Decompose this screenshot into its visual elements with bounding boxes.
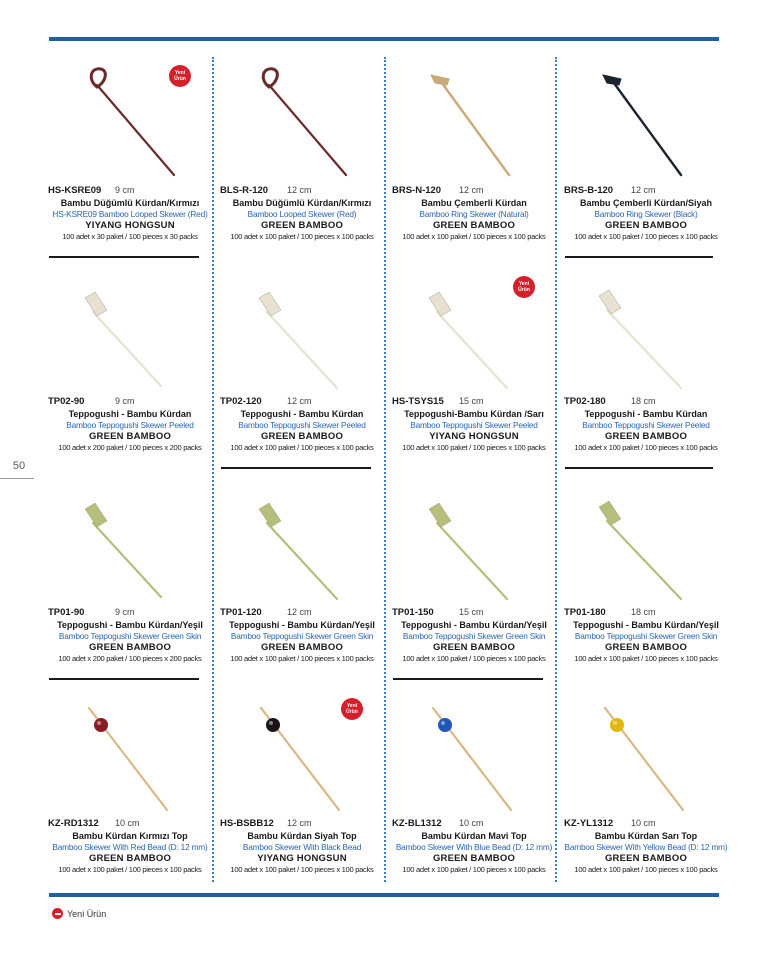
product-brand: YIYANG HONGSUN xyxy=(85,220,175,231)
product-packaging: 100 adet x 100 paket / 100 pieces x 100 packs xyxy=(402,865,546,874)
product-card xyxy=(219,268,385,468)
new-product-icon xyxy=(52,908,63,919)
product-size: 12 cm xyxy=(287,185,312,195)
product-name-tr: Teppogushi - Bambu Kürdan/Yeşil xyxy=(57,620,203,630)
new-badge-icon: Yeni Ürün xyxy=(513,276,535,298)
bead-highlight xyxy=(269,721,273,725)
product-packaging: 100 adet x 100 paket / 100 pieces x 100 packs xyxy=(230,443,374,452)
product-card xyxy=(219,690,385,890)
bottom-rule xyxy=(49,893,719,897)
product-name-en: Bamboo Teppogushi Skewer Peeled xyxy=(582,420,710,430)
product-card xyxy=(219,479,385,679)
skewer-paddle xyxy=(85,503,107,527)
skewer-stick xyxy=(93,523,161,597)
product-name-en: Bamboo Teppogushi Skewer Peeled xyxy=(66,420,194,430)
skewer-paddle xyxy=(429,292,451,316)
product-code: HS-KSRE09 xyxy=(48,185,102,196)
product-card xyxy=(563,690,729,890)
skewer-bead xyxy=(94,718,108,732)
product-name-tr: Bambu Kürdan Kırmızı Top xyxy=(72,831,188,841)
skewer-stick xyxy=(439,79,509,175)
skewer-paddle xyxy=(599,290,621,314)
product-image xyxy=(391,57,557,187)
product-info xyxy=(219,185,385,241)
product-name-en: Bamboo Skewer With Black Bead xyxy=(242,842,362,852)
product-name-tr: Teppogushi-Bambu Kürdan /Sarı xyxy=(404,409,544,419)
product-card xyxy=(391,268,557,468)
product-image xyxy=(219,57,385,187)
product-image xyxy=(219,479,385,609)
product-code: TP01-120 xyxy=(220,607,262,618)
product-size: 12 cm xyxy=(631,185,656,195)
product-name-en: Bamboo Teppogushi Skewer Green Skin xyxy=(230,631,374,641)
page-number-rule xyxy=(0,478,34,479)
product-name-en: Bamboo Teppogushi Skewer Green Skin xyxy=(402,631,546,641)
page-number: 50 xyxy=(12,460,26,472)
product-code: KZ-YL1312 xyxy=(564,818,614,829)
product-info xyxy=(219,607,385,663)
product-size: 15 cm xyxy=(459,607,484,617)
product-brand: GREEN BAMBOO xyxy=(604,431,688,442)
new-product-legend xyxy=(52,908,106,919)
product-image xyxy=(563,57,729,187)
product-card xyxy=(47,57,213,257)
product-name-en: Bamboo Teppogushi Skewer Peeled xyxy=(410,420,538,430)
product-card xyxy=(47,268,213,468)
product-card xyxy=(563,57,729,257)
product-info xyxy=(391,607,557,663)
skewer-loop xyxy=(263,69,277,87)
product-packaging: 100 adet x 200 paket / 100 pieces x 200 packs xyxy=(58,654,202,663)
product-brand: GREEN BAMBOO xyxy=(604,853,688,864)
product-packaging: 100 adet x 100 paket / 100 pieces x 100 packs xyxy=(230,654,374,663)
product-packaging: 100 adet x 100 paket / 100 pieces x 100 packs xyxy=(402,654,546,663)
skewer-stick xyxy=(267,523,337,599)
product-image xyxy=(563,479,729,609)
product-name-tr: Bambu Kürdan Siyah Top xyxy=(247,831,357,841)
skewer-loop xyxy=(91,69,105,87)
skewer-stick xyxy=(437,523,507,599)
product-card xyxy=(47,690,213,890)
product-card xyxy=(391,690,557,890)
product-name-en: Bamboo Skewer With Yellow Bead (D: 12 mm) xyxy=(564,842,728,852)
product-code: HS-TSYS15 xyxy=(392,396,444,407)
product-name-tr: Teppogushi - Bambu Kürdan/Yeşil xyxy=(573,620,719,630)
product-code: TP02-120 xyxy=(220,396,262,407)
skewer-bead xyxy=(266,718,280,732)
product-packaging: 100 adet x 100 paket / 100 pieces x 100 packs xyxy=(230,865,374,874)
product-size: 12 cm xyxy=(287,607,312,617)
product-code: TP01-150 xyxy=(392,607,434,618)
skewer-stick xyxy=(267,312,337,388)
product-packaging: 100 adet x 100 paket / 100 pieces x 100 packs xyxy=(574,865,718,874)
legend-label: Yeni Ürün xyxy=(67,908,107,919)
product-name-tr: Bambu Kürdan Mavi Top xyxy=(421,831,527,841)
product-image xyxy=(47,268,213,398)
product-brand: GREEN BAMBOO xyxy=(260,220,344,231)
product-image xyxy=(563,690,729,820)
product-name-en: Bamboo Skewer With Red Bead (D: 12 mm) xyxy=(52,842,208,852)
skewer-bead xyxy=(610,718,624,732)
product-code: TP01-180 xyxy=(564,607,606,618)
skewer-ring xyxy=(431,75,449,85)
product-name-tr: Bambu Düğümlü Kürdan/Kırmızı xyxy=(232,198,372,208)
product-name-tr: Teppogushi - Bambu Kürdan xyxy=(240,409,364,419)
product-name-tr: Teppogushi - Bambu Kürdan/Yeşil xyxy=(401,620,547,630)
product-info xyxy=(219,818,385,874)
product-size: 18 cm xyxy=(631,607,656,617)
product-name-tr: Bambu Çemberli Kürdan xyxy=(421,198,527,208)
product-info xyxy=(391,185,557,241)
product-code: KZ-RD1312 xyxy=(48,818,99,829)
product-size: 9 cm xyxy=(115,607,135,617)
product-code: BLS-R-120 xyxy=(220,185,269,196)
product-info xyxy=(47,818,213,874)
product-info xyxy=(47,185,213,241)
product-image xyxy=(391,690,557,820)
product-image xyxy=(219,268,385,398)
product-brand: YIYANG HONGSUN xyxy=(429,431,519,442)
product-packaging: 100 adet x 100 paket / 100 pieces x 100 packs xyxy=(574,443,718,452)
product-info xyxy=(47,396,213,452)
product-info xyxy=(391,818,557,874)
product-image xyxy=(47,690,213,820)
product-code: TP02-90 xyxy=(48,396,85,407)
product-packaging: 100 adet x 100 paket / 100 pieces x 100 packs xyxy=(58,865,202,874)
product-name-tr: Teppogushi - Bambu Kürdan xyxy=(68,409,192,419)
product-card xyxy=(219,57,385,257)
product-brand: GREEN BAMBOO xyxy=(604,220,688,231)
product-name-tr: Bambu Çemberli Kürdan/Siyah xyxy=(579,198,713,208)
product-size: 9 cm xyxy=(115,396,135,406)
product-name-en: HS-KSRE09 Bamboo Looped Skewer (Red) xyxy=(52,209,208,219)
product-packaging: 100 adet x 100 paket / 100 pieces x 100 packs xyxy=(574,232,718,241)
product-code: TP01-90 xyxy=(48,607,85,618)
product-name-en: Bamboo Teppogushi Skewer Green Skin xyxy=(58,631,202,641)
product-size: 10 cm xyxy=(115,818,140,828)
product-card xyxy=(391,57,557,257)
product-name-tr: Bambu Düğümlü Kürdan/Kırmızı xyxy=(60,198,200,208)
product-code: HS-BSBB12 xyxy=(220,818,274,829)
bead-highlight xyxy=(97,721,101,725)
product-code: BRS-N-120 xyxy=(392,185,442,196)
product-name-tr: Bambu Kürdan Sarı Top xyxy=(594,831,698,841)
bead-highlight xyxy=(441,721,445,725)
new-badge-icon: Yeni Ürün xyxy=(341,698,363,720)
skewer-stick xyxy=(93,312,161,386)
product-size: 12 cm xyxy=(287,396,312,406)
product-info xyxy=(47,607,213,663)
product-info xyxy=(391,396,557,452)
skewer-ring xyxy=(603,75,621,85)
product-image xyxy=(47,479,213,609)
product-size: 9 cm xyxy=(115,185,135,195)
skewer-stick xyxy=(437,312,507,388)
product-image xyxy=(563,268,729,398)
product-brand: GREEN BAMBOO xyxy=(88,431,172,442)
product-size: 18 cm xyxy=(631,396,656,406)
product-info xyxy=(563,607,729,663)
product-packaging: 100 adet x 100 paket / 100 pieces x 100 packs xyxy=(402,232,546,241)
product-size: 10 cm xyxy=(631,818,656,828)
top-rule xyxy=(49,37,719,41)
product-info xyxy=(219,396,385,452)
product-brand: GREEN BAMBOO xyxy=(432,642,516,653)
new-badge-icon: Yeni Ürün xyxy=(169,65,191,87)
skewer-stick xyxy=(97,85,174,175)
product-card xyxy=(563,479,729,679)
product-packaging: 100 adet x 100 paket / 100 pieces x 100 packs xyxy=(402,443,546,452)
product-name-en: Bamboo Ring Skewer (Black) xyxy=(594,209,698,219)
product-size: 10 cm xyxy=(459,818,484,828)
product-brand: GREEN BAMBOO xyxy=(260,431,344,442)
product-name-en: Bamboo Teppogushi Skewer Peeled xyxy=(238,420,366,430)
product-name-tr: Teppogushi - Bambu Kürdan/Yeşil xyxy=(229,620,375,630)
product-name-en: Bamboo Teppogushi Skewer Green Skin xyxy=(574,631,718,641)
skewer-bead xyxy=(438,718,452,732)
product-brand: GREEN BAMBOO xyxy=(88,853,172,864)
product-card xyxy=(47,479,213,679)
product-info xyxy=(563,185,729,241)
product-card xyxy=(391,479,557,679)
product-code: KZ-BL1312 xyxy=(392,818,442,829)
skewer-paddle xyxy=(429,503,451,527)
skewer-paddle xyxy=(259,292,281,316)
product-packaging: 100 adet x 200 paket / 100 pieces x 200 packs xyxy=(58,443,202,452)
product-name-tr: Teppogushi - Bambu Kürdan xyxy=(584,409,708,419)
product-brand: GREEN BAMBOO xyxy=(432,853,516,864)
skewer-stick xyxy=(611,79,681,175)
product-brand: GREEN BAMBOO xyxy=(604,642,688,653)
product-name-en: Bamboo Ring Skewer (Natural) xyxy=(419,209,529,219)
skewer-stick xyxy=(269,85,346,175)
product-info xyxy=(563,818,729,874)
product-name-en: Bamboo Looped Skewer (Red) xyxy=(247,209,357,219)
product-brand: GREEN BAMBOO xyxy=(260,642,344,653)
skewer-paddle xyxy=(85,292,107,316)
product-brand: GREEN BAMBOO xyxy=(432,220,516,231)
product-size: 12 cm xyxy=(287,818,312,828)
product-packaging: 100 adet x 100 paket / 100 pieces x 100 packs xyxy=(230,232,374,241)
product-brand: YIYANG HONGSUN xyxy=(257,853,347,864)
product-name-en: Bamboo Skewer With Blue Bead (D: 12 mm) xyxy=(395,842,553,852)
product-brand: GREEN BAMBOO xyxy=(88,642,172,653)
skewer-paddle xyxy=(259,503,281,527)
product-card xyxy=(563,268,729,468)
skewer-paddle xyxy=(599,501,621,525)
skewer-stick xyxy=(607,521,681,599)
skewer-stick xyxy=(607,310,681,388)
product-code: BRS-B-120 xyxy=(564,185,614,196)
product-packaging: 100 adet x 100 paket / 100 pieces x 100 packs xyxy=(574,654,718,663)
product-info xyxy=(563,396,729,452)
bead-highlight xyxy=(613,721,617,725)
product-image xyxy=(391,479,557,609)
product-packaging: 100 adet x 30 paket / 100 pieces x 30 packs xyxy=(62,232,198,241)
product-size: 15 cm xyxy=(459,396,484,406)
product-code: TP02-180 xyxy=(564,396,606,407)
product-size: 12 cm xyxy=(459,185,484,195)
